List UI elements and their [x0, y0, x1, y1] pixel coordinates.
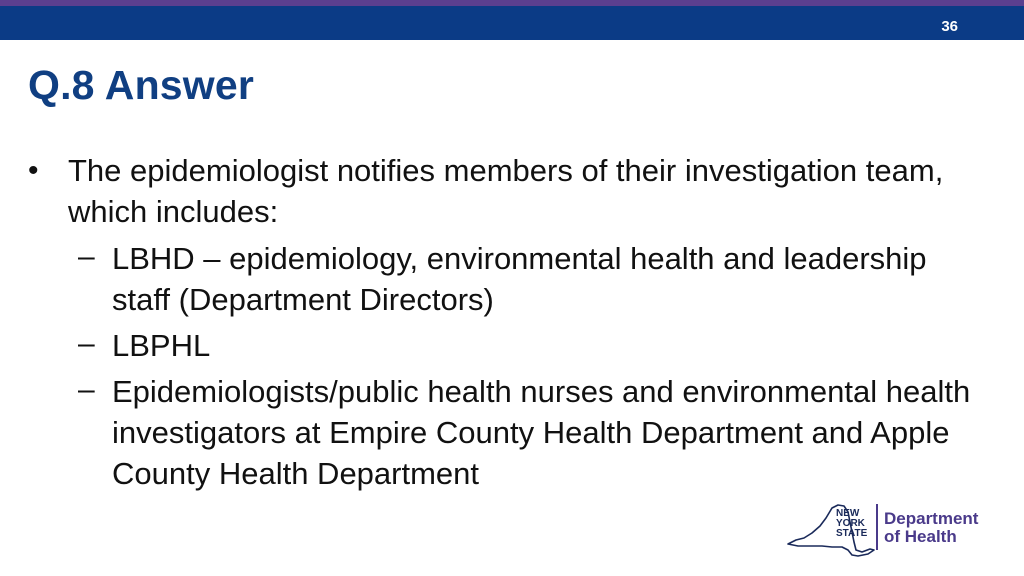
bullet-item: [28, 150, 988, 232]
bullet-text: The epidemiologist notifies members of their investigation team, which includes:: [68, 153, 944, 229]
dept-line: of Health: [884, 527, 957, 546]
header-bar: [0, 6, 1024, 40]
sub-list: [28, 238, 988, 494]
slide-number: 36: [941, 18, 958, 35]
sub-item: [28, 325, 988, 366]
sub-item-text: LBPHL: [112, 328, 211, 363]
nys-department-of-health-logo: [782, 500, 994, 558]
logo-divider: [876, 504, 878, 550]
dept-line: Department: [884, 509, 979, 528]
bullet-icon: •: [28, 154, 39, 187]
ny-line: STATE: [836, 528, 868, 539]
department-of-health-wordmark: [884, 510, 978, 546]
slide-content: [28, 150, 988, 499]
dash-icon: –: [78, 240, 95, 273]
new-york-state-wordmark: [836, 509, 867, 539]
dash-icon: –: [78, 327, 95, 360]
sub-item: [28, 371, 988, 494]
sub-item: [28, 238, 988, 320]
sub-item-text: LBHD – epidemiology, environmental health and leadership staff (Department Directors): [112, 241, 927, 317]
slide-title: Q.8 Answer: [28, 62, 255, 108]
ny-line: NEW: [836, 508, 860, 519]
ny-line: YORK: [836, 518, 865, 529]
dash-icon: –: [78, 373, 95, 406]
sub-item-text: Epidemiologists/public health nurses and environmental health investigators at Empire County Health Department and Apple County Health Department: [112, 374, 971, 491]
